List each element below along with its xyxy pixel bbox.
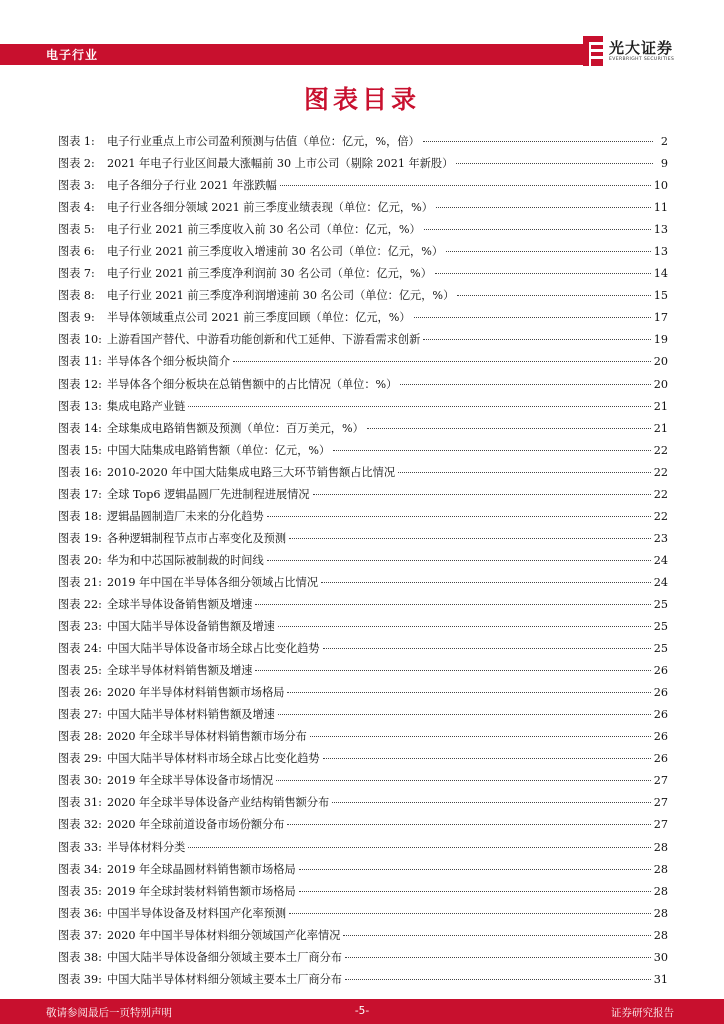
toc-item-leader <box>267 559 651 561</box>
toc-item[interactable] <box>58 440 668 462</box>
toc-item-leader <box>289 537 651 539</box>
toc-item-page: 10 <box>653 179 668 193</box>
toc-item[interactable] <box>58 704 668 726</box>
toc-item-page: 2 <box>660 135 668 148</box>
toc-item-leader <box>423 140 653 142</box>
toc-item-page: 19 <box>653 333 668 347</box>
toc-item-label: 图表 7: <box>58 267 95 281</box>
toc-item[interactable] <box>58 484 668 506</box>
toc-item[interactable] <box>58 748 668 770</box>
toc-item-label: 图表 39: <box>58 972 102 986</box>
toc-item-label: 图表 30: <box>58 774 102 788</box>
toc-item-text: 中国大陆半导体设备细分领域主要本土厂商分布 <box>107 950 342 964</box>
toc-item-leader <box>276 779 650 781</box>
toc-item[interactable] <box>58 925 668 947</box>
toc-item[interactable] <box>58 572 668 594</box>
toc-item-page: 26 <box>653 708 668 722</box>
toc-item-page: 27 <box>653 774 668 788</box>
toc-item-leader <box>287 823 650 825</box>
toc-item-label: 图表 12: <box>58 377 102 391</box>
toc-item-page: 21 <box>653 399 668 413</box>
toc-item-label: 图表 38: <box>58 950 102 964</box>
toc-item-text: 中国大陆半导体材料细分领域主要本土厂商分布 <box>107 972 342 986</box>
page-footer <box>0 999 724 1024</box>
toc-item-page: 9 <box>660 157 668 171</box>
toc-item-leader <box>278 625 651 627</box>
toc-item-text: 电子行业重点上市公司盈利预测与估值（单位：亿元，%，倍） <box>107 135 420 148</box>
toc-item-label: 图表 6: <box>58 245 95 259</box>
toc-item[interactable] <box>58 903 668 925</box>
toc-item-label: 图表 19: <box>58 531 102 545</box>
toc-item-leader <box>414 316 651 318</box>
toc-item-text: 中国大陆半导体材料市场全球占比变化趋势 <box>107 752 320 766</box>
toc-item-page: 22 <box>653 465 668 479</box>
toc-item-text: 半导体材料分类 <box>107 840 186 854</box>
toc-item-page: 24 <box>653 575 668 589</box>
toc-item-leader <box>333 449 651 451</box>
toc-item[interactable] <box>58 197 668 219</box>
toc-item[interactable] <box>58 219 668 241</box>
toc-item-leader <box>323 757 651 759</box>
toc-item-page: 17 <box>653 311 668 325</box>
toc-item-leader <box>299 890 651 892</box>
toc-item-text: 2020 年全球前道设备市场份额分布 <box>107 818 285 832</box>
toc-item-leader <box>423 338 650 340</box>
toc-item-leader <box>345 956 651 958</box>
toc-item[interactable] <box>58 770 668 792</box>
footer-disclaimer: 敬请参阅最后一页特别声明 <box>46 1007 172 1019</box>
toc-item-text: 2010-2020 年中国大陆集成电路三大环节销售额占比情况 <box>107 465 396 479</box>
toc-item-text: 全球集成电路销售额及预测（单位：百万美元，%） <box>107 421 364 435</box>
toc-item-label: 图表 36: <box>58 906 102 920</box>
toc-item-text: 2019 年全球晶圆材料销售额市场格局 <box>107 862 296 876</box>
toc-item-text: 全球 Top6 逻辑晶圆厂先进制程进展情况 <box>107 487 310 501</box>
toc-item-leader <box>313 493 651 495</box>
toc-item-text: 华为和中芯国际被制裁的时间线 <box>107 553 264 567</box>
toc-item[interactable] <box>58 682 668 704</box>
toc-item-leader <box>188 405 650 407</box>
toc-item-label: 图表 13: <box>58 399 102 413</box>
toc-item-text: 电子各细分子行业 2021 年涨跌幅 <box>107 179 277 193</box>
toc-item-page: 28 <box>653 928 668 942</box>
toc-item-page: 25 <box>653 597 668 611</box>
toc-item-label: 图表 27: <box>58 708 102 722</box>
toc-item-page: 15 <box>653 289 668 303</box>
toc-item-text: 中国大陆半导体设备市场全球占比变化趋势 <box>107 642 320 656</box>
toc-item-page: 20 <box>653 377 668 391</box>
toc-item-page: 26 <box>653 686 668 700</box>
toc-item-leader <box>299 868 651 870</box>
toc-item-text: 2019 年中国在半导体各细分领域占比情况 <box>107 575 319 589</box>
toc-item-label: 图表 37: <box>58 928 102 942</box>
toc-item-page: 30 <box>653 950 668 964</box>
toc-item[interactable] <box>58 594 668 616</box>
toc-item-text: 中国半导体设备及材料国产化率预测 <box>107 906 287 920</box>
toc-item-text: 中国大陆半导体设备销售额及增速 <box>107 620 275 634</box>
toc-item-text: 电子行业 2021 前三季度收入前 30 名公司（单位：亿元，%） <box>107 223 421 237</box>
toc-item[interactable] <box>58 351 668 373</box>
toc-item-label: 图表 22: <box>58 597 102 611</box>
toc-item[interactable] <box>58 726 668 748</box>
toc-item[interactable] <box>58 969 668 991</box>
toc-item[interactable] <box>58 550 668 572</box>
toc-item-page: 25 <box>653 620 668 634</box>
toc-item-leader <box>436 206 651 208</box>
toc-item-page: 14 <box>653 267 668 281</box>
toc-item[interactable] <box>58 506 668 528</box>
toc-item-text: 逻辑晶圆制造厂未来的分化趋势 <box>107 509 264 523</box>
toc-item[interactable] <box>58 374 668 396</box>
toc-item-label: 图表 2: <box>58 157 95 171</box>
toc-item-label: 图表 31: <box>58 796 102 810</box>
toc-item-text: 中国大陆半导体材料销售额及增速 <box>107 708 275 722</box>
toc-item[interactable] <box>58 616 668 638</box>
toc-item-leader <box>343 934 650 936</box>
toc-item-page: 20 <box>653 355 668 369</box>
toc-item-page: 27 <box>653 796 668 810</box>
toc-item-page: 28 <box>653 840 668 854</box>
toc-item-leader <box>424 228 651 230</box>
toc-item[interactable] <box>58 241 668 263</box>
toc-item-leader <box>280 184 651 186</box>
toc-item-page: 31 <box>653 972 668 986</box>
toc-item-page: 22 <box>653 487 668 501</box>
toc-item[interactable] <box>58 153 668 175</box>
toc-item-leader <box>400 383 650 385</box>
toc-item[interactable] <box>58 263 668 285</box>
toc-item-label: 图表 23: <box>58 620 102 634</box>
toc-item-text: 集成电路产业链 <box>107 399 186 413</box>
toc-item-text: 电子行业各细分领域 2021 前三季度业绩表现（单位：亿元，%） <box>107 201 433 215</box>
toc-item[interactable] <box>58 947 668 969</box>
toc-item-page: 28 <box>653 884 668 898</box>
toc-item-leader <box>332 801 651 803</box>
toc-item-leader <box>457 294 650 296</box>
toc-item-text: 电子行业 2021 前三季度净利润增速前 30 名公司（单位：亿元，%） <box>107 289 455 303</box>
toc-item-label: 图表 5: <box>58 223 95 237</box>
toc-item[interactable] <box>58 462 668 484</box>
toc-item-text: 各种逻辑制程节点市占率变化及预测 <box>107 531 287 545</box>
toc-item-page: 28 <box>653 906 668 920</box>
toc-item-page: 21 <box>653 421 668 435</box>
toc-item-text: 半导体各个细分板块在总销售额中的占比情况（单位：%） <box>107 377 398 391</box>
toc-item-text: 半导体各个细分板块简介 <box>107 355 231 369</box>
toc-item[interactable] <box>58 660 668 682</box>
toc-item-label: 图表 21: <box>58 575 102 589</box>
toc-item-label: 图表 11: <box>58 355 102 369</box>
toc-list <box>58 131 668 991</box>
page-number: -5- <box>354 1005 370 1017</box>
toc-item-text: 全球半导体设备销售额及增速 <box>107 597 253 611</box>
toc-item-text: 全球半导体材料销售额及增速 <box>107 664 253 678</box>
toc-item-page: 13 <box>653 245 668 259</box>
toc-item-page: 22 <box>653 509 668 523</box>
toc-item-label: 图表 1: <box>58 135 95 148</box>
toc-item-text: 2021 年电子行业区间最大涨幅前 30 上市公司（剔除 2021 年新股） <box>107 157 454 171</box>
toc-item-text: 2020 年半导体材料销售额市场格局 <box>107 686 285 700</box>
footer-report-type: 证券研究报告 <box>611 1007 674 1019</box>
toc-item-page: 27 <box>653 818 668 832</box>
toc-item-label: 图表 16: <box>58 465 102 479</box>
toc-item-text: 2020 年中国半导体材料细分领域国产化率情况 <box>107 928 341 942</box>
toc-item-label: 图表 33: <box>58 840 102 854</box>
toc-item[interactable] <box>58 859 668 881</box>
toc-item-text: 中国大陆集成电路销售额（单位：亿元，%） <box>107 443 331 457</box>
toc-item-label: 图表 29: <box>58 752 102 766</box>
toc-item-label: 图表 17: <box>58 487 102 501</box>
toc-item-text: 2020 年全球半导体设备产业结构销售额分布 <box>107 796 330 810</box>
toc-item-text: 2019 年全球半导体设备市场情况 <box>107 774 274 788</box>
brand-logo-icon <box>581 36 605 66</box>
toc-item[interactable] <box>58 792 668 814</box>
toc-item-leader <box>287 691 650 693</box>
header-section-label: 电子行业 <box>46 48 99 62</box>
toc-item-page: 28 <box>653 862 668 876</box>
toc-item[interactable] <box>58 307 668 329</box>
toc-item-leader <box>456 162 653 164</box>
toc-item-label: 图表 28: <box>58 730 102 744</box>
toc-item-page: 11 <box>653 201 668 215</box>
toc-item-page: 24 <box>653 553 668 567</box>
toc-item-leader <box>310 735 651 737</box>
toc-item-label: 图表 24: <box>58 642 102 656</box>
toc-item-leader <box>289 912 651 914</box>
toc-item-page: 13 <box>653 223 668 237</box>
toc-item[interactable] <box>58 814 668 836</box>
toc-item-label: 图表 3: <box>58 179 95 193</box>
toc-item-leader <box>345 978 651 980</box>
brand-name: 光大证券 <box>609 39 674 57</box>
toc-item-page: 23 <box>653 531 668 545</box>
toc-item-text: 电子行业 2021 前三季度净利润前 30 名公司（单位：亿元，%） <box>107 267 432 281</box>
toc-item-leader <box>435 272 651 274</box>
toc-item[interactable] <box>58 418 668 440</box>
toc-item-label: 图表 26: <box>58 686 102 700</box>
toc-item-leader <box>321 581 651 583</box>
toc-item[interactable] <box>58 329 668 351</box>
toc-item[interactable] <box>58 175 668 197</box>
toc-item-leader <box>398 471 651 473</box>
toc-item-label: 图表 14: <box>58 421 102 435</box>
toc-item-text: 2020 年全球半导体材料销售额市场分布 <box>107 730 307 744</box>
toc-item-label: 图表 35: <box>58 884 102 898</box>
toc-item-page: 25 <box>653 642 668 656</box>
page-header <box>0 0 724 76</box>
toc-item-leader <box>255 603 650 605</box>
toc-item-leader <box>367 427 651 429</box>
toc-title: 图表目录 <box>303 85 420 114</box>
toc-item-label: 图表 25: <box>58 664 102 678</box>
toc-item[interactable] <box>58 528 668 550</box>
toc-item[interactable] <box>58 881 668 903</box>
toc-item-label: 图表 10: <box>58 333 102 347</box>
toc-item-page: 26 <box>653 730 668 744</box>
toc-item[interactable] <box>58 285 668 307</box>
toc-item-leader <box>323 647 651 649</box>
toc-item-label: 图表 18: <box>58 509 102 523</box>
brand-subtitle: EVERBRIGHT SECURITIES <box>609 57 675 62</box>
toc-item-text: 2019 年全球封装材料销售额市场格局 <box>107 884 296 898</box>
toc-item[interactable] <box>58 396 668 418</box>
toc-item-leader <box>188 846 650 848</box>
toc-item-label: 图表 8: <box>58 289 95 303</box>
toc-item[interactable] <box>58 837 668 859</box>
toc-item[interactable] <box>58 638 668 660</box>
brand-logo <box>581 36 691 68</box>
toc-item-text: 半导体领域重点公司 2021 前三季度回顾（单位：亿元，%） <box>107 311 411 325</box>
toc-item-label: 图表 15: <box>58 443 102 457</box>
toc-item-text: 上游看国产替代、中游看功能创新和代工延伸、下游看需求创新 <box>107 333 421 347</box>
toc-item-leader <box>255 669 650 671</box>
toc-item-page: 26 <box>653 664 668 678</box>
toc-item-label: 图表 34: <box>58 862 102 876</box>
toc-item-label: 图表 4: <box>58 201 95 215</box>
toc-item-page: 26 <box>653 752 668 766</box>
toc-item-leader <box>233 360 651 362</box>
toc-item-label: 图表 9: <box>58 311 95 325</box>
toc-item-label: 图表 20: <box>58 553 102 567</box>
toc-item[interactable] <box>58 131 668 153</box>
toc-item-leader <box>446 250 651 252</box>
toc-item-label: 图表 32: <box>58 818 102 832</box>
toc-item-leader <box>278 713 651 715</box>
toc-item-text: 电子行业 2021 前三季度收入增速前 30 名公司（单位：亿元，%） <box>107 245 444 259</box>
toc-item-page: 22 <box>653 443 668 457</box>
toc-item-leader <box>267 515 651 517</box>
